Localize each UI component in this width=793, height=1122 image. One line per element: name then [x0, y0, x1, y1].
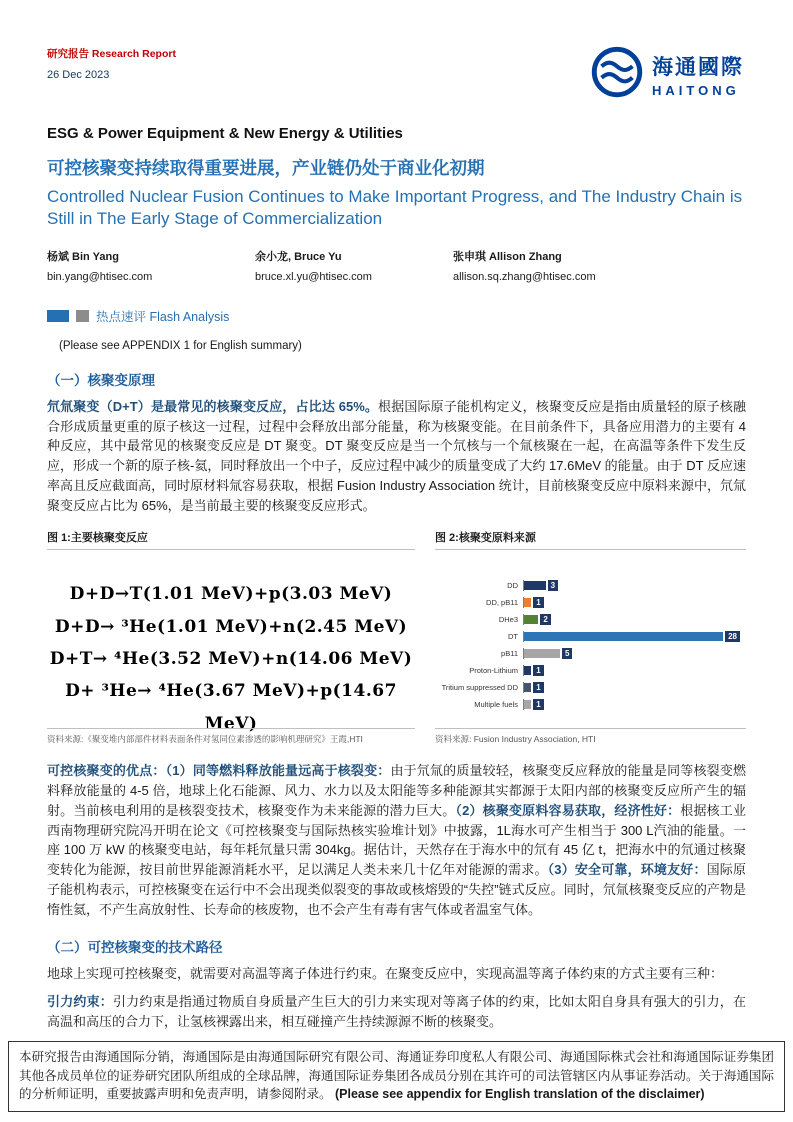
emphasis-text: 引力约束： — [47, 994, 113, 1010]
bar-track — [523, 699, 740, 710]
author-email: bin.yang@htisec.com — [47, 270, 153, 283]
bar-value-label: 1 — [533, 665, 543, 676]
emphasis-text: 可控核聚变的优点：（1）同等燃料释放能量远高于核裂变： — [47, 763, 391, 779]
bar — [524, 632, 723, 641]
bar-track — [523, 631, 740, 642]
appendix-note: (Please see APPENDIX 1 for English summary) — [59, 339, 302, 352]
section2-intro: 地球上实现可控核聚变，就需要对高温等离子体进行约束。在聚变反应中，实现高温等离子体约束的方式主要有三种： — [47, 966, 724, 982]
figure-captions-row — [47, 529, 746, 550]
report-type-label: 研究报告 Research Report — [47, 48, 176, 60]
bar-track — [523, 614, 740, 625]
logo-chinese-name: 海通國際 — [652, 55, 744, 79]
bar-row — [435, 665, 740, 676]
advantages-paragraph — [47, 761, 746, 919]
bar-row — [435, 631, 740, 642]
figure2-bar-chart — [435, 564, 746, 714]
bar-track — [523, 665, 740, 676]
disclaimer-box — [8, 1041, 785, 1112]
haitong-emblem-icon — [591, 46, 643, 103]
author-list — [47, 248, 746, 283]
haitong-logo — [591, 46, 744, 103]
disclaimer-text: 本研究报告由海通国际分销，海通国际是由海通国际研究有限公司、海通证券印度私人有限公司、海通国际株式会社和海通国际证券集团其他各成员单位的证券研究团队所组成的全球品牌，海通国际证券集团各成员分别在其许可的司法管辖区内从事证券活动。关于海通国际的分析师证明，重要披露声明和免责声明，请参阅附录。 — [19, 1049, 774, 1102]
bar-value-label: 1 — [533, 699, 543, 710]
section2-heading: （二）可控核聚变的技术路径 — [47, 940, 223, 956]
figure1-source: 资料来源:《聚变堆内部部件材料表面条件对氢同位素渗透的影响机理研究》王霞,HTI — [47, 728, 415, 745]
author-block — [255, 248, 393, 283]
bar — [524, 649, 560, 658]
bar-category-label: pB11 — [501, 649, 518, 659]
gravity-confinement-paragraph — [47, 992, 746, 1032]
figure2-source: 资料来源: Fusion Industry Association, HTI — [435, 728, 746, 745]
body-text: 国际原子能机构表示，可控核聚变在运行中不会出现类似裂变的事故或核熔毁的“失控”链式反应。同时，氘氚核聚变反应的产物是惰性氦，不产生高放射性、长寿命的核废物，也不会产生有毒有害气体或者温室气体。 — [47, 862, 746, 917]
figure2-caption: 图 2:核聚变原料来源 — [435, 529, 746, 550]
flash-marker-gray-icon — [76, 310, 89, 322]
fusion-reaction-equation: D+ ³He→ ⁴He(3.67 MeV)+p(14.67 MeV) — [65, 681, 397, 734]
bar — [524, 615, 538, 624]
bar-track — [523, 580, 740, 591]
page-header — [47, 46, 746, 103]
logo-english-name: HAITONG — [652, 83, 740, 98]
bar — [524, 598, 531, 607]
author-email: allison.sq.zhang@htisec.com — [453, 270, 596, 283]
header-left — [47, 46, 176, 81]
report-date: 26 Dec 2023 — [47, 69, 110, 81]
bar-row — [435, 597, 740, 608]
author-name: 余小龙, Bruce Yu — [255, 250, 342, 263]
bar — [524, 700, 531, 709]
bar-category-label: DD — [507, 581, 518, 591]
author-name: 张申琪 Allison Zhang — [453, 250, 562, 263]
bar — [524, 683, 531, 692]
author-email: bruce.xl.yu@htisec.com — [255, 270, 372, 283]
bar-row — [435, 580, 740, 591]
bar-value-label: 3 — [548, 580, 558, 591]
bar-value-label: 5 — [562, 648, 572, 659]
body-text: 根据核工业西南物理研究院冯开明在论文《可控核聚变与国际热核实验堆计划》中披露，1L海水可产生相当于 300 L汽油的能量。一座 100 万 kW 的核聚变电站，每年耗氘量只需 304kg。据估计，天然存在于海水中的氘有 45 亿 t，把海水中的氘通过核聚变转化为能源，按目前世界能源消耗水平，足以满足人类未来几十亿年对能源的需求。 — [47, 802, 746, 878]
body-text: 引力约束是指通过物质自身质量产生巨大的引力来实现对等离子体的约束，比如太阳自身具有强大的引力，在高温和高压的合力下，让氢核裸露出来，相互碰撞产生持续源源不断的核聚变。 — [47, 994, 746, 1029]
fusion-reaction-equation: D+D→ ³He(1.01 MeV)+n(2.45 MeV) — [54, 616, 408, 637]
bar-value-label: 28 — [725, 631, 740, 642]
bar-track — [523, 597, 740, 608]
bar-row — [435, 614, 740, 625]
bar-track — [523, 648, 740, 659]
sector-heading: ESG & Power Equipment & New Energy & Utilities — [47, 125, 403, 142]
report-title-en: Controlled Nuclear Fusion Continues to Make Important Progress, and The Industry Chain is Still in The Early Stage of Commercialization — [47, 187, 743, 229]
bar-value-label: 1 — [533, 597, 543, 608]
body-text: 由于氘氚的质量较轻，核聚变反应释放的能量是同等核裂变燃料释放能量的 4-5 倍，地球上化石能源、风力、水力以及太阳能等多种能源其实都源于太阳内部的核聚变反应所产生的辐射。当前核电利用的是核裂变技术，核聚变作为未来能源的潜力巨大。 — [47, 763, 746, 818]
emphasis-text: （2）核聚变原料容易获取，经济性好： — [455, 802, 681, 818]
author-name: 杨斌 Bin Yang — [47, 250, 119, 263]
fusion-reaction-equation: D+T→ ⁴He(3.52 MeV)+n(14.06 MeV) — [49, 648, 413, 669]
bar-value-label: 2 — [540, 614, 550, 625]
report-title-cn: 可控核聚变持续取得重要进展，产业链仍处于商业化初期 — [47, 158, 485, 178]
flash-analysis-label: 热点速评 Flash Analysis — [96, 309, 230, 324]
figure-bodies-row — [47, 564, 746, 734]
bar — [524, 581, 546, 590]
bar-track — [523, 682, 740, 693]
bar-value-label: 1 — [533, 682, 543, 693]
fusion-reaction-equation: D+D→T(1.01 MeV)+p(3.03 MeV) — [69, 584, 393, 605]
body-text: 根据国际原子能机构定义，核聚变反应是指由质量轻的原子核融合形成质量更重的原子核这一过程，过程中会释放出部分能量，称为核聚变能。在目前条件下，具备应用潜力的主要有 4 种反应，其中最常见的核聚变反应是 DT 聚变。DT 聚变反应是当一个氘核与一个氚核聚在一起，在高温等条件下发生反应，形成一个新的原子核-氦，同时释放出一个中子，反应过程中减少的质量变成了大约 17.6MeV 的能量。由于 DT 反应速率高且反应截面高，同时原材料氚容易获取，根据 Fusion Industry Association 统计，目前核聚变反应中原料来源中，氘氚聚变反应占比为 65%，是当前最主要的核聚变反应形式。 — [47, 398, 746, 513]
author-block — [393, 248, 746, 283]
bar-row — [435, 682, 740, 693]
figure1-caption: 图 1:主要核聚变反应 — [47, 529, 415, 550]
bar-row — [435, 648, 740, 659]
flash-marker-blue-icon — [47, 310, 69, 322]
bar — [524, 666, 531, 675]
emphasis-text: 氘氚聚变（D+T）是最常见的核聚变反应，占比达 65%。 — [47, 398, 379, 414]
flash-analysis-bar — [47, 307, 746, 325]
emphasis-text: （3）安全可靠，环境友好： — [547, 862, 707, 878]
bar-row — [435, 699, 740, 710]
section1-paragraph — [47, 397, 746, 516]
bar-category-label: DHe3 — [498, 615, 518, 625]
bar-category-label: Tritium suppressed DD — [441, 683, 518, 693]
bar-category-label: Proton-Lithium — [469, 666, 518, 676]
bar-category-label: DT — [508, 632, 518, 642]
bar-category-label: DD, pB11 — [486, 598, 518, 608]
bar-category-label: Multiple fuels — [474, 700, 518, 710]
figure1-fusion-reactions — [47, 564, 415, 734]
disclaimer-english-note: (Please see appendix for English translation of the disclaimer) — [335, 1087, 705, 1102]
section1-heading: （一）核聚变原理 — [47, 372, 155, 388]
author-block — [47, 248, 255, 283]
figure-sources-row — [47, 728, 746, 745]
logo-text — [652, 51, 744, 98]
